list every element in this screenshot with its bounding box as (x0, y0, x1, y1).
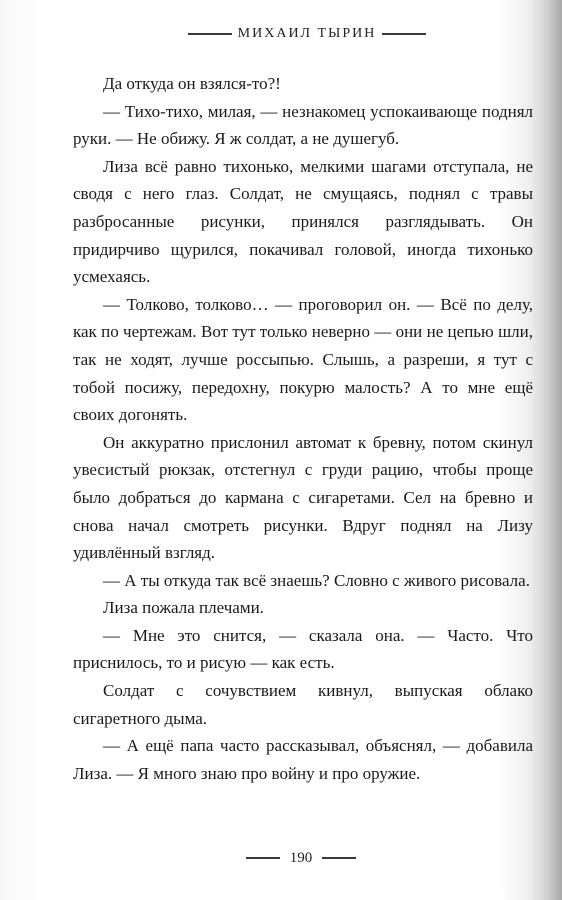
page-body (73, 70, 533, 787)
header-ornament-right (382, 33, 426, 35)
page-footer (0, 848, 562, 868)
paragraph: — Толково, толково… — проговорил он. — Всё по делу, как по чертежам. Вот тут только неверно — они не цепью шли, так не ходят, лучше россыпью. Слышь, а разреши, я тут с тобой посижу, передохну, покурю малость? А то мне ещё своих догонять. (73, 294, 533, 425)
paragraph: Да откуда он взялся-то?! (103, 74, 281, 93)
paragraph: Лиза пожала плечами. (103, 598, 264, 618)
paragraph: Он аккуратно прислонил автомат к бревну, потом скинул увесистый рюкзак, отстегнул с груди рацию, чтобы проще было добраться до кармана с сигаретами. Сел на бревно и снова начал смотреть рисунки. Вдруг поднял на Лизу удивлённый взгляд. (73, 432, 533, 563)
page-number: 190 (289, 850, 313, 866)
author-name: МИХАИЛ ТЫРИН (237, 26, 377, 41)
paragraph: — Мне это снится, — сказала она. — Часто. Что приснилось, то и рисую — как есть. (73, 625, 533, 673)
footer-ornament-left (246, 857, 280, 859)
paragraph: — Тихо-тихо, милая, — незнакомец успокаивающе поднял руки. — Не обижу. Я ж солдат, а не душегуб. (73, 101, 533, 149)
paragraph: Лиза всё равно тихонько, мелкими шагами отступала, не сводя с него глаз. Солдат, не смущаясь, поднял с травы разбросанные рисунки, принялся разглядывать. Он придирчиво щурился, покачивал головой, иногда тихонько усмехаясь. (73, 156, 533, 287)
paragraph: — А ещё папа часто рассказывал, объяснял, — добавила Лиза. — Я много знаю про войну и про оружие. (73, 736, 533, 783)
paragraph: — А ты откуда так всё знаешь? Словно с живого рисовала. (103, 570, 530, 590)
header-ornament-left (188, 33, 232, 35)
paragraph: Солдат с сочувствием кивнул, выпуская облако сигаретного дыма. (73, 681, 533, 728)
running-header (0, 24, 562, 44)
footer-ornament-right (322, 857, 356, 859)
